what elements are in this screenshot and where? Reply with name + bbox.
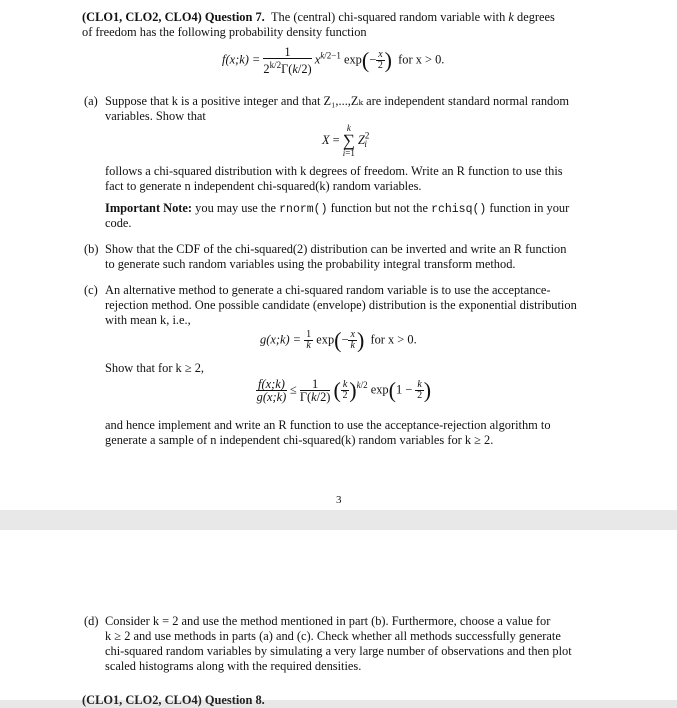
envelope-formula: g(x;k) = $\frac{1}{k}$ exp(− $\frac{x}{k}$ ) for x > 0. bbox=[260, 327, 417, 353]
part-c-line4: and hence implement and write an R function to use the acceptance-rejection algorithm to bbox=[105, 418, 551, 432]
part-b-line2: to generate such random variables using the probability integral transform method. bbox=[105, 257, 516, 271]
pdf-lhs: f(x;k) = bbox=[222, 52, 261, 67]
intro-k: k bbox=[508, 10, 514, 24]
code-rchisq: rchisq() bbox=[431, 203, 487, 216]
part-c-line1: An alternative method to generate a chi-squared random variable is to use the acceptance- bbox=[105, 283, 551, 297]
part-d-label: (d) bbox=[84, 614, 99, 628]
intro-end: degrees bbox=[517, 10, 555, 24]
next-question-cutoff: (CLO1, CLO2, CLO4) Question 8. bbox=[82, 693, 265, 707]
g-lhs: g(x;k) = bbox=[260, 332, 302, 347]
question-intro-line2: of freedom has the following probability density function bbox=[82, 25, 367, 39]
sum-symbol: k ∑ i=1 bbox=[342, 123, 355, 158]
note-text2: function but not the bbox=[330, 201, 428, 215]
part-c-label: (c) bbox=[84, 283, 98, 297]
part-c-line2: rejection method. One possible candidate (envelope) distribution is the exponential distribution bbox=[105, 298, 577, 312]
intro-text: The (central) chi-squared random variable with bbox=[270, 10, 506, 24]
part-a-line1: Suppose that k is a positive integer and that Z₁,...,Zₖ are independent standard normal random bbox=[105, 94, 570, 108]
part-a-line2: variables. Show that bbox=[105, 109, 206, 123]
note-label: Important Note: bbox=[105, 201, 193, 215]
note-text1: you may use the bbox=[195, 201, 277, 215]
part-a-label: (a) bbox=[84, 94, 98, 108]
question-intro-line1 bbox=[82, 10, 555, 25]
part-c-show-line: Show that for k ≥ 2, bbox=[105, 361, 205, 375]
ratio-bound-formula: $\frac{f(x;k)}{g(x;k)}$ ≤ $\frac{1}{\Gamma(k/2)}$ ( $\frac{k}{2}$ )$^{k/2}$ exp(1 − $\frac{k}{2}$ ) bbox=[256, 377, 432, 404]
question-header: (CLO1, CLO2, CLO4) Question 7. bbox=[82, 10, 265, 24]
part-a-sum-formula: X = k ∑ i=1 $Z^2_i$ bbox=[322, 123, 370, 158]
part-d-line1: Consider k = 2 and use the method mentioned in part (b). Furthermore, choose a value for bbox=[105, 614, 551, 628]
part-a-note bbox=[105, 201, 569, 217]
part-d-line2: k ≥ 2 and use methods in parts (a) and (c). Check whether all methods successfully generate bbox=[105, 629, 561, 643]
part-c-line3: with mean k, i.e., bbox=[105, 313, 191, 327]
part-b-line1: Show that the CDF of the chi-squared(2) distribution can be inverted and write an R function bbox=[105, 242, 567, 256]
part-b-label: (b) bbox=[84, 242, 99, 256]
g-condition: for x > 0. bbox=[370, 332, 417, 347]
note-text3: function in your bbox=[489, 201, 570, 215]
part-a-note-line2: code. bbox=[105, 216, 132, 230]
part-d-line3: chi-squared random variables by simulating a very large number of observations and then plot bbox=[105, 644, 572, 658]
pdf-numerator: 1 bbox=[263, 46, 311, 59]
page-4 bbox=[0, 530, 677, 707]
code-rnorm: rnorm() bbox=[279, 203, 328, 216]
pdf-fraction bbox=[263, 46, 311, 75]
part-d-line4: scaled histograms along with the required densities. bbox=[105, 659, 362, 673]
pdf-formula: f(x;k) = $\frac{1}{2^{k/2}\Gamma(k/2)}$ $x^{k/2-1}$ exp(− $\frac{x}{2}$ ) for x > 0. bbox=[222, 45, 445, 77]
pdf-denominator: $2^{k/2}\Gamma(k/2)$ bbox=[263, 60, 312, 77]
page-number: 3 bbox=[336, 494, 342, 506]
part-a-line3: follows a chi-squared distribution with k degrees of freedom. Write an R function to use this bbox=[105, 164, 563, 178]
pdf-condition: for x > 0. bbox=[398, 52, 445, 67]
part-a-line4: fact to generate n independent chi-squared(k) random variables. bbox=[105, 179, 422, 193]
part-c-line5: generate a sample of n independent chi-squared(k) random variables for k ≥ 2. bbox=[105, 433, 494, 447]
